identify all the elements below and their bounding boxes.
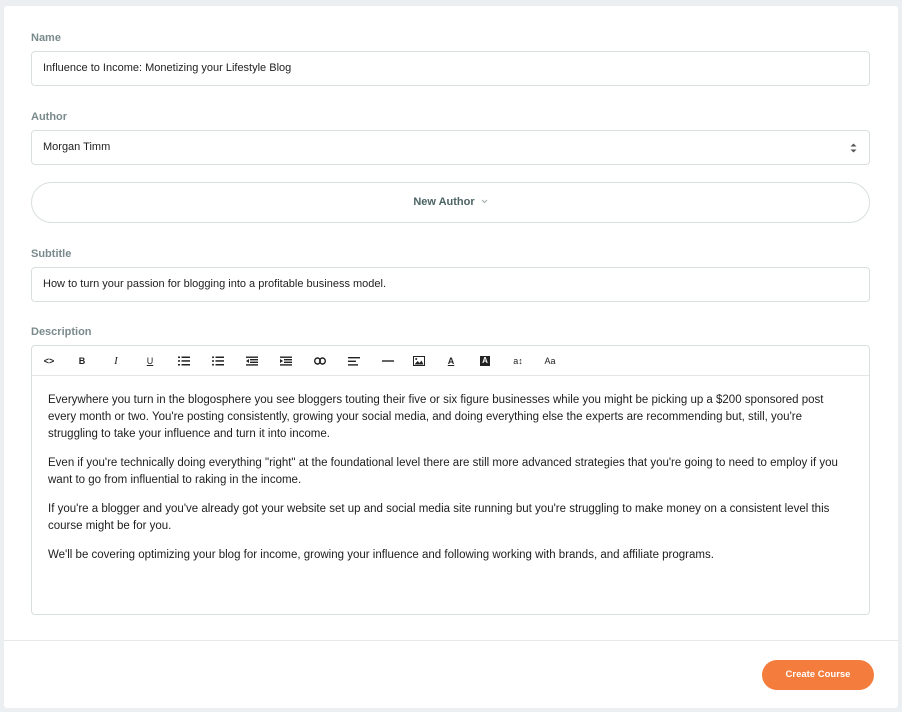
image-icon [413,356,425,366]
link-button[interactable] [311,352,329,370]
bold-button[interactable]: B [78,356,86,366]
align-left-button[interactable] [345,352,363,370]
font-size-button[interactable]: a↕ [513,356,523,366]
footer-divider [4,640,898,641]
indent-button[interactable] [277,352,295,370]
name-input[interactable]: Influence to Income: Monetizing your Lifestyle Blog [31,51,870,86]
description-paragraph: Everywhere you turn in the blogosphere you see bloggers touting their five or six figure businesses while you might be picking up a $200 sponsored post every month or two. You're posting consistently, growing your social media, and doing everything else the experts are recommending but, still, you're struggling to take your influence and turn it into income. [48,394,824,440]
new-author-button[interactable] [31,182,870,223]
subtitle-input[interactable]: How to turn your passion for blogging into a profitable business model. [31,267,870,302]
ordered-list-icon [178,356,190,366]
description-paragraph: We'll be covering optimizing your blog for income, growing your influence and following working with brands, and affiliate programs. [48,549,714,561]
description-paragraph: If you're a blogger and you've already got your website set up and social media site running but you're struggling to make money on a consistent level this course might be for you. [48,503,830,532]
select-arrows-icon [850,142,857,154]
create-course-button[interactable]: Create Course [762,660,874,690]
text-color-button[interactable]: A [447,356,455,366]
insert-image-button[interactable] [410,352,428,370]
outdent-button[interactable] [243,352,261,370]
author-select-value: Morgan Timm [43,141,111,153]
author-select[interactable] [31,130,870,165]
chevron-down-icon [481,199,488,204]
background-color-button[interactable] [476,352,494,370]
unordered-list-icon [212,356,224,366]
code-view-button[interactable]: <> [43,356,55,366]
author-label: Author [31,111,68,123]
course-form-card [4,6,898,708]
horizontal-rule-icon [382,359,394,363]
horizontal-rule-button[interactable] [379,352,397,370]
italic-button[interactable]: I [114,355,118,367]
background-color-swatch: A [480,356,490,366]
description-content[interactable] [32,376,869,564]
new-author-label: New Author [413,196,475,208]
unordered-list-button[interactable] [209,352,227,370]
description-paragraph: Even if you're technically doing everything "right" at the foundational level there are still more advanced strategies that you're going to need to employ if you want to go from influential to raking in the income. [48,457,838,486]
description-editor [31,345,870,615]
name-label: Name [31,32,61,44]
ordered-list-button[interactable] [175,352,193,370]
editor-toolbar [32,346,869,376]
description-label: Description [31,326,92,338]
subtitle-label: Subtitle [31,248,72,260]
indent-icon [280,356,292,366]
align-left-icon [348,357,360,366]
font-case-button[interactable]: Aa [544,356,556,366]
underline-button[interactable]: U [146,356,154,366]
link-icon [314,357,326,365]
outdent-icon [246,356,258,366]
